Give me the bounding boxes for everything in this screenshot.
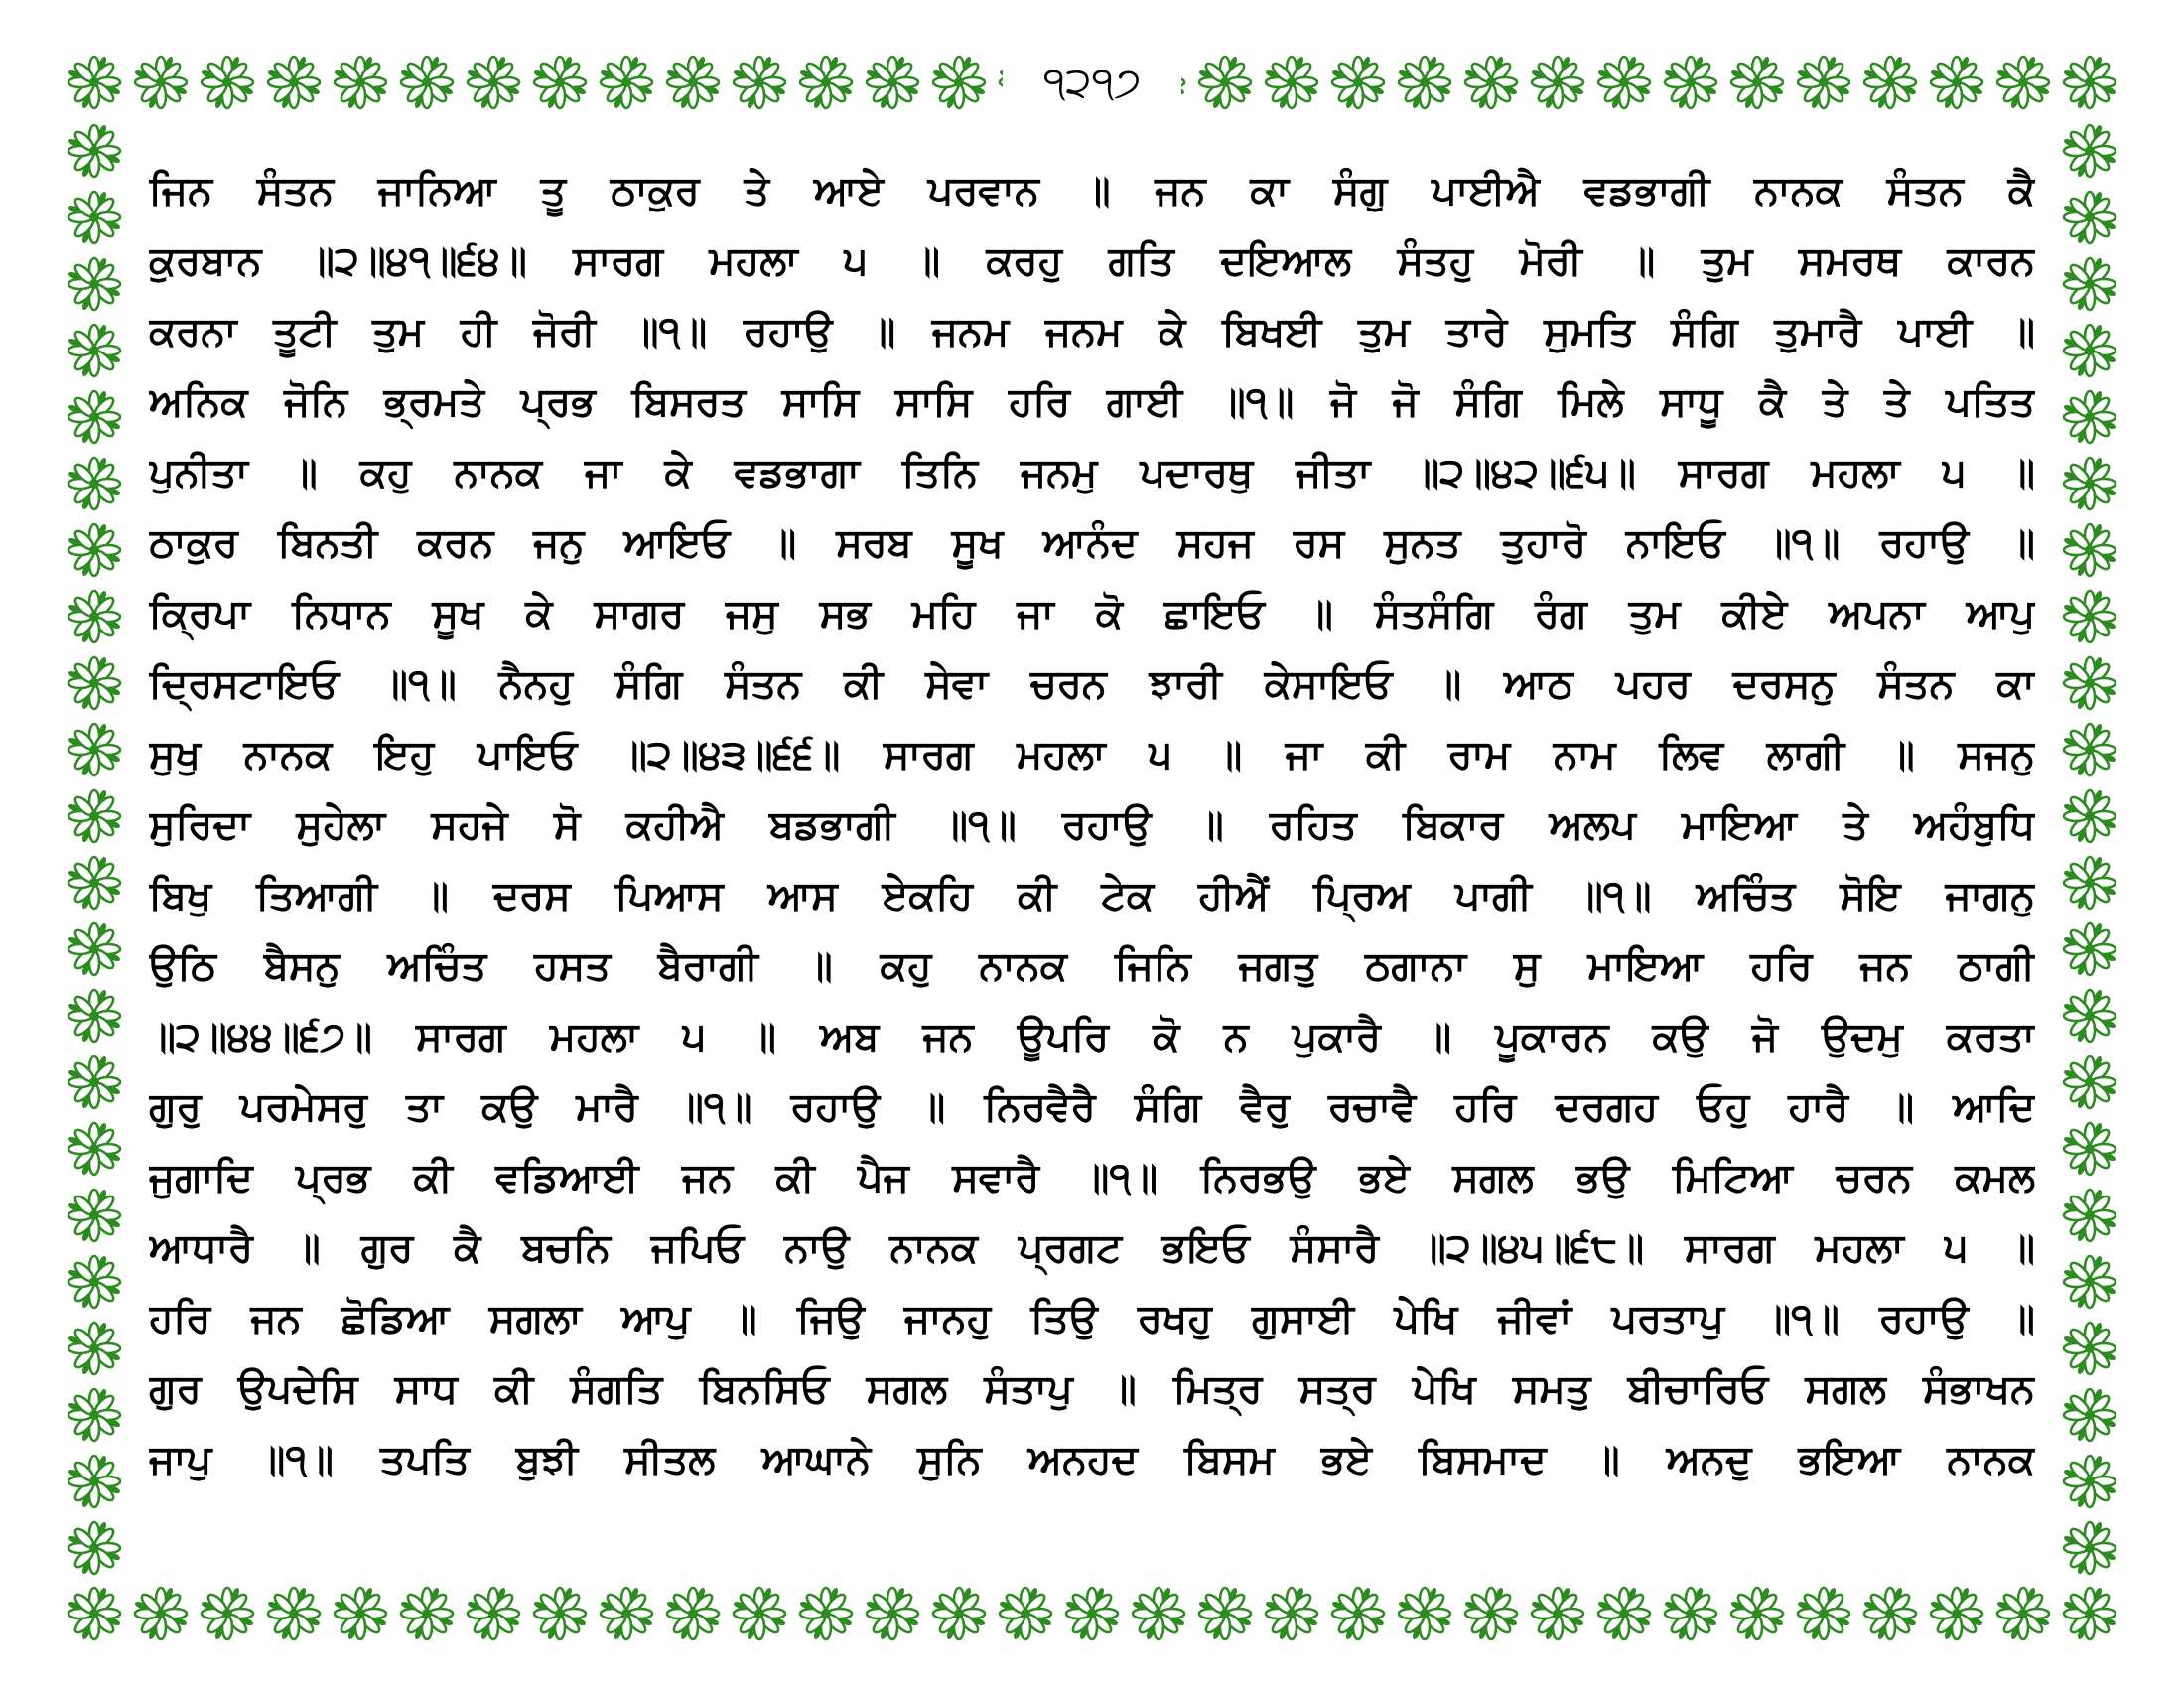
flower-ornament-icon [65, 919, 124, 979]
flower-ornament-icon [796, 1584, 856, 1643]
flower-ornament-icon [65, 853, 124, 913]
flower-ornament-icon [1993, 53, 2053, 112]
flower-ornament-icon [65, 387, 124, 447]
flower-ornament-icon [530, 1584, 590, 1643]
flower-ornament-icon [264, 53, 324, 112]
flower-ornament-icon [65, 720, 124, 779]
flower-ornament-icon [929, 53, 989, 112]
flower-ornament-icon [2060, 387, 2119, 447]
flower-ornament-icon [996, 1584, 1055, 1643]
flower-ornament-icon [1129, 1584, 1188, 1643]
flower-ornament-icon [198, 53, 257, 112]
flower-ornament-icon [65, 254, 124, 314]
flower-ornament-icon [1461, 1584, 1521, 1643]
flower-ornament-icon [2060, 653, 2119, 713]
page-number: ੧੨੧੭ [1003, 52, 1181, 113]
flower-ornament-icon [2060, 254, 2119, 314]
text-line: ਸੁਰਿਦਾ ਸੁਹੇਲਾ ਸਹਜੇ ਸੋ ਕਹੀਐ ਬਡਭਾਗੀ ॥੧॥ ਰਹਾਉ ॥ ਰਹਿਤ ਬਿਕਾਰ ਅਲਪ ਮਾਇਆ ਤੇ ਅਹੰਬੁਧਿ [149, 802, 2035, 848]
flower-ornament-icon [2060, 321, 2119, 380]
flower-ornament-icon [2060, 786, 2119, 846]
text-line: ਜਿਨ ਸੰਤਨ ਜਾਨਿਆ ਤੂ ਠਾਕੁਰ ਤੇ ਆਏ ਪਰਵਾਨ ॥ ਜਨ ਕਾ ਸੰਗੁ ਪਾਈਐ ਵਡਭਾਗੀ ਨਾਨਕ ਸੰਤਨ ਕੈ [149, 168, 2035, 213]
flower-ornament-icon [65, 1518, 124, 1578]
flower-ornament-icon [2060, 853, 2119, 913]
flower-ornament-icon [65, 188, 124, 247]
flower-ornament-icon [1860, 53, 1920, 112]
text-line: ਗੁਰ ਉਪਦੇਸਿ ਸਾਧ ਕੀ ਸੰਗਤਿ ਬਿਨਸਿਓ ਸਗਲ ਸੰਤਾਪੁ ॥ ਮਿਤ੍ਰ ਸਤ੍ਰ ਪੇਖਿ ਸਮਤੁ ਬੀਚਾਰਿਓ ਸਗਲ ਸੰਭਾਖਨ [149, 1366, 2035, 1412]
text-line: ਸੁਖੁ ਨਾਨਕ ਇਹੁ ਪਾਇਓ ॥੨॥੪੩॥੬੬॥ ਸਾਰਗ ਮਹਲਾ ੫ ॥ ਜਾ ਕੀ ਰਾਮ ਨਾਮ ਲਿਵ ਲਾਗੀ ॥ ਸਜਨੁ [149, 732, 2035, 777]
text-line: ਹਰਿ ਜਨ ਛੋਡਿਆ ਸਗਲਾ ਆਪੁ ॥ ਜਿਉ ਜਾਨਹੁ ਤਿਉ ਰਖਹੁ ਗੁਸਾਈ ਪੇਖਿ ਜੀਵਾਂ ਪਰਤਾਪੁ ॥੧॥ ਰਹਾਉ ॥ [149, 1296, 2035, 1341]
text-line: ਕ੍ਰਿਪਾ ਨਿਧਾਨ ਸੂਖ ਕੇ ਸਾਗਰ ਜਸੁ ਸਭ ਮਹਿ ਜਾ ਕੋ ਛਾਇਓ ॥ ਸੰਤਸੰਗਿ ਰੰਗ ਤੁਮ ਕੀਏ ਅਪਨਾ ਆਪੁ [149, 591, 2035, 636]
flower-ornament-icon [2060, 1053, 2119, 1112]
flower-ornament-icon [2060, 1252, 2119, 1312]
flower-ornament-icon [1195, 1584, 1255, 1643]
flower-ornament-icon [863, 53, 922, 112]
flower-ornament-icon [464, 53, 523, 112]
flower-ornament-icon [929, 1584, 989, 1643]
flower-ornament-icon [2060, 1119, 2119, 1179]
flower-ornament-icon [65, 53, 124, 112]
flower-ornament-icon [1195, 53, 1255, 112]
flower-ornament-icon [1062, 1584, 1122, 1643]
text-line: ਪੁਨੀਤਾ ॥ ਕਹੁ ਨਾਨਕ ਜਾ ਕੇ ਵਡਭਾਗਾ ਤਿਨਿ ਜਨਮੁ ਪਦਾਰਥੁ ਜੀਤਾ ॥੨॥੪੨॥੬੫॥ ਸਾਰਗ ਮਹਲਾ ੫ ॥ [149, 450, 2035, 495]
flower-ornament-icon [464, 1584, 523, 1643]
flower-ornament-icon [65, 454, 124, 513]
flower-ornament-icon [2060, 1584, 2119, 1643]
flower-ornament-icon [730, 53, 789, 112]
flower-ornament-icon [1395, 53, 1454, 112]
flower-ornament-icon [1328, 53, 1388, 112]
flower-ornament-icon [131, 53, 191, 112]
flower-ornament-icon [1262, 53, 1321, 112]
flower-ornament-icon [1461, 53, 1521, 112]
text-line: ਜਾਪੁ ॥੧॥ ਤਪਤਿ ਬੁਝੀ ਸੀਤਲ ਆਘਾਨੇ ਸੁਨਿ ਅਨਹਦ ਬਿਸਮ ਭਏ ਬਿਸਮਾਦ ॥ ਅਨਦੁ ਭਇਆ ਨਾਨਕ [149, 1437, 2035, 1482]
flower-ornament-icon [2060, 188, 2119, 247]
text-line: ਗੁਰੁ ਪਰਮੇਸਰੁ ਤਾ ਕਉ ਮਾਰੈ ॥੧॥ ਰਹਾਉ ॥ ਨਿਰਵੈਰੈ ਸੰਗਿ ਵੈਰੁ ਰਚਾਵੈ ਹਰਿ ਦਰਗਹ ਓਹੁ ਹਾਰੈ ॥ ਆਦਿ [149, 1084, 2035, 1130]
flower-ornament-icon [1993, 1584, 2053, 1643]
flower-ornament-icon [1727, 1584, 1787, 1643]
flower-ornament-icon [1528, 53, 1587, 112]
flower-ornament-icon [264, 1584, 324, 1643]
flower-ornament-icon [1927, 1584, 1986, 1643]
text-line: ਆਧਾਰੈ ॥ ਗੁਰ ਕੈ ਬਚਨਿ ਜਪਿਓ ਨਾਉ ਨਾਨਕ ਪ੍ਰਗਟ ਭਇਓ ਸੰਸਾਰੈ ॥੨॥੪੫॥੬੮॥ ਸਾਰਗ ਮਹਲਾ ੫ ॥ [149, 1225, 2035, 1271]
flower-ornament-icon [2060, 1385, 2119, 1445]
flower-ornament-icon [2060, 1452, 2119, 1511]
flower-ornament-icon [2060, 121, 2119, 181]
flower-ornament-icon [1661, 1584, 1720, 1643]
flower-ornament-icon [2060, 587, 2119, 646]
flower-ornament-icon [2060, 919, 2119, 979]
flower-ornament-icon [131, 1584, 191, 1643]
text-line: ਅਨਿਕ ਜੋਨਿ ਭ੍ਰਮਤੇ ਪ੍ਰਭ ਬਿਸਰਤ ਸਾਸਿ ਸਾਸਿ ਹਰਿ ਗਾਈ ॥੧॥ ਜੋ ਜੋ ਸੰਗਿ ਮਿਲੇ ਸਾਧੂ ਕੈ ਤੇ ਤੇ ਪਤਿਤ [149, 379, 2035, 425]
flower-ornament-icon [397, 1584, 457, 1643]
flower-ornament-icon [65, 1186, 124, 1245]
flower-ornament-icon [1727, 53, 1787, 112]
flower-ornament-icon [65, 1119, 124, 1179]
flower-ornament-icon [863, 1584, 922, 1643]
flower-ornament-icon [2060, 1319, 2119, 1378]
flower-ornament-icon [331, 1584, 390, 1643]
flower-ornament-icon [1794, 53, 1853, 112]
flower-ornament-icon [65, 1053, 124, 1112]
text-block [149, 159, 2035, 1549]
flower-ornament-icon [2060, 1518, 2119, 1578]
flower-ornament-icon [1262, 1584, 1321, 1643]
flower-ornament-icon [2060, 986, 2119, 1046]
flower-ornament-icon [597, 1584, 656, 1643]
flower-ornament-icon [2060, 53, 2119, 112]
flower-ornament-icon [65, 1584, 124, 1643]
flower-ornament-icon [331, 53, 390, 112]
text-line: ਜੁਗਾਦਿ ਪ੍ਰਭ ਕੀ ਵਡਿਆਈ ਜਨ ਕੀ ਪੈਜ ਸਵਾਰੈ ॥੧॥ ਨਿਰਭਉ ਭਏ ਸਗਲ ਭਉ ਮਿਟਿਆ ਚਰਨ ਕਮਲ [149, 1155, 2035, 1200]
flower-ornament-icon [198, 1584, 257, 1643]
flower-ornament-icon [1661, 53, 1720, 112]
flower-ornament-icon [1594, 1584, 1654, 1643]
flower-ornament-icon [65, 1252, 124, 1312]
flower-ornament-icon [1395, 1584, 1454, 1643]
flower-ornament-icon [1528, 1584, 1587, 1643]
flower-ornament-icon [663, 1584, 723, 1643]
flower-ornament-icon [65, 1319, 124, 1378]
text-line: ਬਿਖੁ ਤਿਆਗੀ ॥ ਦਰਸ ਪਿਆਸ ਆਸ ਏਕਹਿ ਕੀ ਟੇਕ ਹੀਐਂ ਪ੍ਰਿਅ ਪਾਗੀ ॥੧॥ ਅਚਿੰਤ ਸੋਇ ਜਾਗਨੁ [149, 873, 2035, 918]
flower-ornament-icon [65, 587, 124, 646]
flower-ornament-icon [65, 786, 124, 846]
text-line: ਕਰਨਾ ਤੂਟੀ ਤੁਮ ਹੀ ਜੋਰੀ ॥੧॥ ਰਹਾਉ ॥ ਜਨਮ ਜਨਮ ਕੇ ਬਿਖਈ ਤੁਮ ਤਾਰੇ ਸੁਮਤਿ ਸੰਗਿ ਤੁਮਾਰੈ ਪਾਈ ॥ [149, 309, 2035, 354]
flower-ornament-icon [1594, 53, 1654, 112]
flower-ornament-icon [65, 520, 124, 580]
flower-ornament-icon [2060, 1186, 2119, 1245]
flower-ornament-icon [1927, 53, 1986, 112]
flower-ornament-icon [730, 1584, 789, 1643]
flower-ornament-icon [65, 1452, 124, 1511]
text-line: ਕੁਰਬਾਨ ॥੨॥੪੧॥੬੪॥ ਸਾਰਗ ਮਹਲਾ ੫ ॥ ਕਰਹੁ ਗਤਿ ਦਇਆਲ ਸੰਤਹੁ ਮੋਰੀ ॥ ਤੁਮ ਸਮਰਥ ਕਾਰਨ [149, 238, 2035, 284]
flower-ornament-icon [65, 653, 124, 713]
flower-ornament-icon [2060, 520, 2119, 580]
flower-ornament-icon [2060, 454, 2119, 513]
flower-ornament-icon [65, 121, 124, 181]
flower-ornament-icon [397, 53, 457, 112]
flower-ornament-icon [663, 53, 723, 112]
text-line: ਦ੍ਰਿਸਟਾਇਓ ॥੧॥ ਨੈਨਹੁ ਸੰਗਿ ਸੰਤਨ ਕੀ ਸੇਵਾ ਚਰਨ ਝਾਰੀ ਕੇਸਾਇਓ ॥ ਆਠ ਪਹਰ ਦਰਸਨੁ ਸੰਤਨ ਕਾ [149, 661, 2035, 707]
flower-ornament-icon [597, 53, 656, 112]
text-line: ਉਠਿ ਬੈਸਨੁ ਅਚਿੰਤ ਹਸਤ ਬੈਰਾਗੀ ॥ ਕਹੁ ਨਾਨਕ ਜਿਨਿ ਜਗਤੁ ਠਗਾਨਾ ਸੁ ਮਾਇਆ ਹਰਿ ਜਨ ਠਾਗੀ [149, 943, 2035, 989]
flower-ornament-icon [796, 53, 856, 112]
flower-ornament-icon [1328, 1584, 1388, 1643]
text-line: ॥੨॥੪੪॥੬੭॥ ਸਾਰਗ ਮਹਲਾ ੫ ॥ ਅਬ ਜਨ ਊਪਰਿ ਕੋ ਨ ਪੁਕਾਰੈ ॥ ਪੂਕਾਰਨ ਕਉ ਜੋ ਉਦਮੁ ਕਰਤਾ [149, 1014, 2035, 1059]
flower-ornament-icon [65, 321, 124, 380]
text-line: ਠਾਕੁਰ ਬਿਨਤੀ ਕਰਨ ਜਨੁ ਆਇਓ ॥ ਸਰਬ ਸੂਖ ਆਨੰਦ ਸਹਜ ਰਸ ਸੁਨਤ ਤੁਹਾਰੋ ਨਾਇਓ ॥੧॥ ਰਹਾਉ ॥ [149, 520, 2035, 566]
flower-ornament-icon [65, 1385, 124, 1445]
border-right [2055, 117, 2124, 1579]
flower-ornament-icon [1860, 1584, 1920, 1643]
flower-ornament-icon [2060, 720, 2119, 779]
border-bottom [60, 1579, 2124, 1648]
flower-ornament-icon [65, 986, 124, 1046]
flower-ornament-icon [530, 53, 590, 112]
flower-ornament-icon [1794, 1584, 1853, 1643]
border-left [60, 117, 129, 1579]
